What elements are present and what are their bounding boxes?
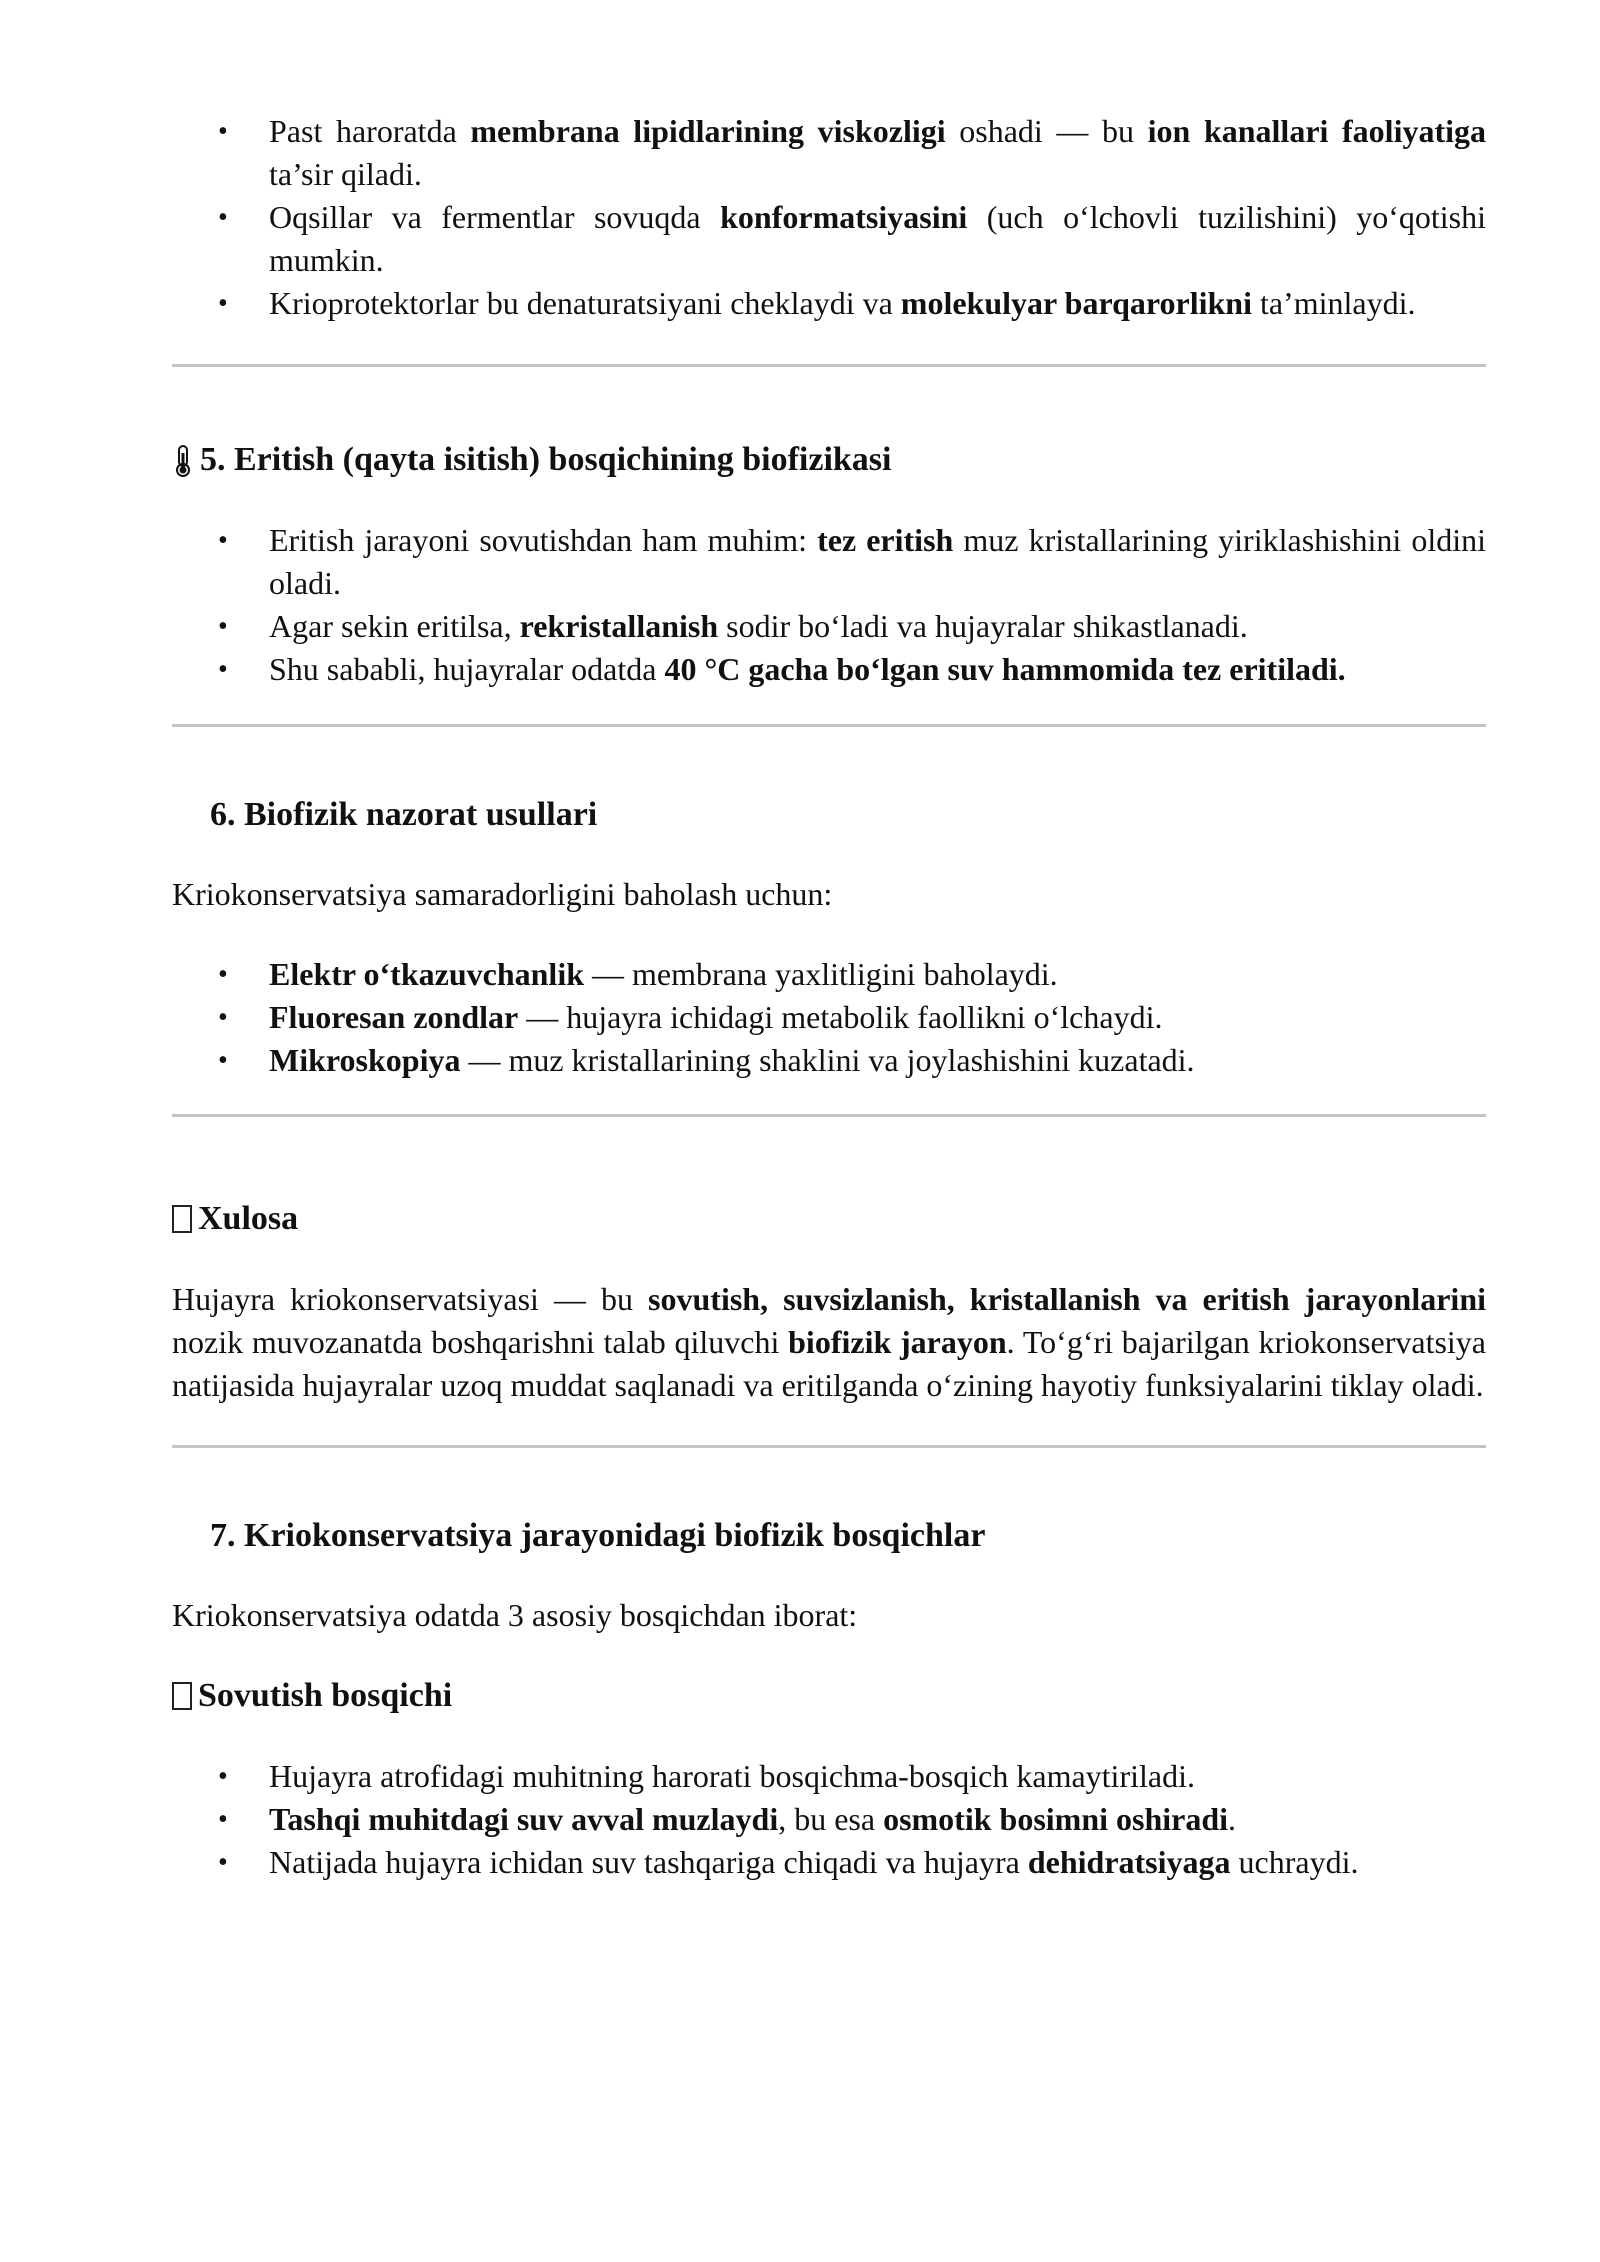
list-item: • Eritish jarayoni sovutishdan ham muhim: tez eritish muz kristallarining yiriklashishini oldini oladi. [172, 519, 1486, 605]
keycap-one-icon [172, 1682, 192, 1710]
conclusion-heading: Xulosa [172, 1197, 1486, 1240]
list-item: • Oqsillar va fermentlar sovuqda konformatsiyasini (uch o‘lchovli tuzilishini) yo‘qotishi mumkin. [172, 196, 1486, 282]
sec5-bullet-list [172, 519, 1486, 691]
sec4-bullet-list [172, 110, 1486, 325]
list-item: • Fluoresan zondlar — hujayra ichidagi metabolik faollikni o‘lchaydi. [172, 996, 1486, 1039]
section-5-heading: 5. Eritish (qayta isitish) bosqichining biofizikasi [172, 438, 1486, 481]
thermometer-icon [172, 445, 194, 475]
list-item: • Mikroskopiya — muz kristallarining shaklini va joylashishini kuzatadi. [172, 1039, 1486, 1082]
page-content [172, 110, 1486, 1884]
list-item: • Hujayra atrofidagi muhitning harorati bosqichma-bosqich kamaytiriladi. [172, 1755, 1486, 1798]
list-item: • Krioprotektorlar bu denaturatsiyani cheklaydi va molekulyar barqarorlikni ta’minlaydi. [172, 282, 1486, 325]
conclusion-paragraph: Hujayra kriokonservatsiyasi — bu sovutish, suvsizlanish, kristallanish va eritish jarayonlarini nozik muvozanatda boshqarishni talab qiluvchi biofizik jarayon. To‘g‘ri bajarilgan kriokonservatsiya natijasida hujayralar uzoq muddat saqlanadi va eritilganda o‘zining hayotiy funksiyalarini tiklay oladi. [172, 1281, 1486, 1403]
section-7-intro: Kriokonservatsiya odatda 3 asosiy bosqichdan iborat: [172, 1597, 858, 1633]
cooling-stage-heading: Sovutish bosqichi [172, 1674, 1486, 1717]
list-item: • Elektr o‘tkazuvchanlik — membrana yaxlitligini baholaydi. [172, 953, 1486, 996]
list-item: • Past haroratda membrana lipidlarining viskozligi oshadi — bu ion kanallari faoliyatiga ta’sir qiladi. [172, 110, 1486, 196]
section-6-heading: 6. Biofizik nazorat usullari [210, 796, 598, 833]
sec7-bullet-list [172, 1755, 1486, 1884]
section-7-heading: 7. Kriokonservatsiya jarayonidagi biofizik bosqichlar [210, 1517, 986, 1554]
list-item: • Tashqi muhitdagi suv avval muzlaydi, bu esa osmotik bosimni oshiradi. [172, 1798, 1486, 1841]
missing-glyph-icon [172, 1205, 192, 1233]
section-6-intro: Kriokonservatsiya samaradorligini baholash uchun: [172, 876, 833, 912]
sec6-bullet-list [172, 953, 1486, 1082]
list-item: • Shu sababli, hujayralar odatda 40 °C gacha bo‘lgan suv hammomida tez eritiladi. [172, 648, 1486, 691]
list-item: • Natijada hujayra ichidan suv tashqariga chiqadi va hujayra dehidratsiyaga uchraydi. [172, 1841, 1486, 1884]
list-item: • Agar sekin eritilsa, rekristallanish sodir bo‘ladi va hujayralar shikastlanadi. [172, 605, 1486, 648]
